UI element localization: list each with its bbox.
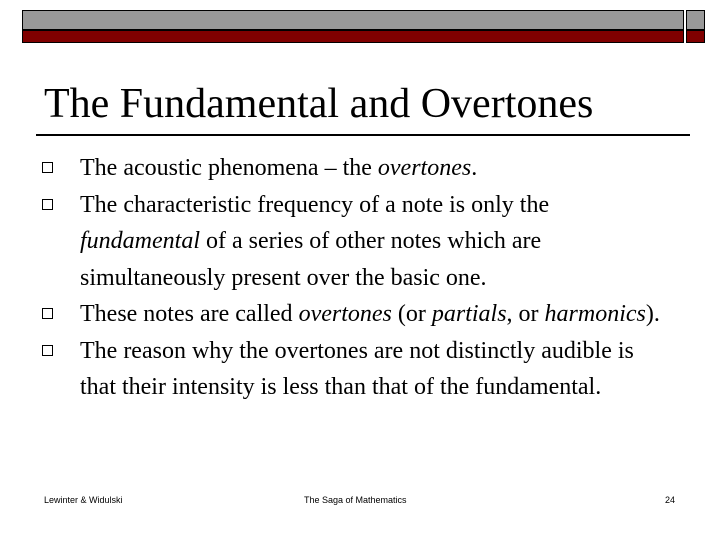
bullet-item-1	[0, 150, 660, 187]
header-corner-gray	[686, 10, 705, 30]
bullet-item-2	[0, 187, 660, 297]
header-bar-red	[22, 30, 684, 43]
title-underline	[36, 134, 690, 136]
bullet-text: These notes are called overtones (or partials, or harmonics).	[80, 301, 660, 327]
bullet-item-3	[0, 296, 660, 333]
bullet-text: The characteristic frequency of a note is only the fundamental of a series of other notes which are simultaneously present over the basic one.	[80, 191, 550, 291]
slide-title: The Fundamental and Overtones	[44, 81, 594, 127]
square-bullet-icon	[42, 199, 53, 210]
footer-page-number: 24	[665, 495, 676, 505]
header-bar-gray	[22, 10, 684, 30]
bullet-text: The acoustic phenomena – the overtones.	[80, 155, 478, 181]
bullet-list	[0, 150, 720, 406]
square-bullet-icon	[42, 345, 53, 356]
square-bullet-icon	[42, 308, 53, 319]
footer-book-title: The Saga of Mathematics	[304, 495, 407, 505]
bullet-item-4	[0, 333, 660, 406]
footer-authors: Lewinter & Widulski	[44, 495, 123, 505]
header-corner-red	[686, 30, 705, 43]
bullet-text: The reason why the overtones are not distinctly audible is that their intensity is less than that of the fundamental.	[80, 337, 634, 400]
square-bullet-icon	[42, 162, 53, 173]
